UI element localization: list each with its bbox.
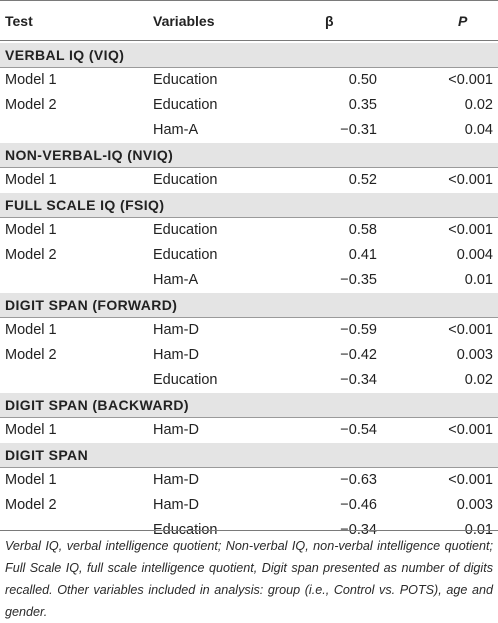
cell-beta: −0.42 xyxy=(340,347,377,363)
cell-beta: 0.50 xyxy=(348,72,377,88)
section-header-row xyxy=(0,443,498,468)
cell-p: 0.02 xyxy=(464,372,493,388)
cell-test: Model 2 xyxy=(5,97,57,113)
cell-beta: −0.34 xyxy=(340,372,377,388)
cell-beta: −0.35 xyxy=(340,272,377,288)
table-row xyxy=(0,318,498,343)
table-row xyxy=(0,468,498,493)
section-header-row xyxy=(0,393,498,418)
table-row xyxy=(0,168,498,193)
table-row xyxy=(0,493,498,518)
cell-variable: Education xyxy=(153,222,218,238)
cell-beta: −0.59 xyxy=(340,322,377,338)
section-label: DIGIT SPAN (FORWARD) xyxy=(5,297,178,313)
table-row xyxy=(0,68,498,93)
section-header-row xyxy=(0,43,498,68)
cell-beta: 0.41 xyxy=(348,247,377,263)
cell-p: <0.001 xyxy=(448,322,493,338)
cell-beta: 0.52 xyxy=(348,172,377,188)
cell-test: Model 1 xyxy=(5,222,57,238)
section-label: FULL SCALE IQ (FSIQ) xyxy=(5,197,165,213)
cell-p: <0.001 xyxy=(448,472,493,488)
cell-variable: Education xyxy=(153,172,218,188)
cell-variable: Ham-D xyxy=(153,422,199,438)
header-test: Test xyxy=(5,13,33,29)
cell-p: <0.001 xyxy=(448,72,493,88)
cell-test: Model 2 xyxy=(5,497,57,513)
cell-test: Model 2 xyxy=(5,247,57,263)
cell-beta: −0.54 xyxy=(340,422,377,438)
cell-variable: Education xyxy=(153,97,218,113)
cell-test: Model 1 xyxy=(5,422,57,438)
section-label: VERBAL IQ (VIQ) xyxy=(5,47,125,63)
cell-variable: Ham-D xyxy=(153,322,199,338)
table-header xyxy=(0,0,498,41)
table-row xyxy=(0,268,498,293)
cell-beta: −0.63 xyxy=(340,472,377,488)
section-header-row xyxy=(0,193,498,218)
cell-beta: 0.35 xyxy=(348,97,377,113)
cell-p: <0.001 xyxy=(448,222,493,238)
header-beta: β xyxy=(325,13,334,29)
cell-variable: Education xyxy=(153,72,218,88)
table-row xyxy=(0,243,498,268)
cell-variable: Ham-A xyxy=(153,272,199,288)
cell-beta: 0.58 xyxy=(348,222,377,238)
section-label: DIGIT SPAN (BACKWARD) xyxy=(5,397,189,413)
cell-test: Model 1 xyxy=(5,322,57,338)
table-bottom-rule xyxy=(0,530,498,531)
table-row xyxy=(0,343,498,368)
section-label: DIGIT SPAN xyxy=(5,447,89,463)
section-header-row xyxy=(0,293,498,318)
cell-p: 0.01 xyxy=(464,522,493,538)
table-row xyxy=(0,368,498,393)
cell-variable: Education xyxy=(153,372,218,388)
cell-p: 0.003 xyxy=(456,497,493,513)
table-row xyxy=(0,218,498,243)
cell-test: Model 2 xyxy=(5,347,57,363)
cell-p: <0.001 xyxy=(448,422,493,438)
cell-variable: Ham-D xyxy=(153,472,199,488)
cell-p: 0.02 xyxy=(464,97,493,113)
cell-p: 0.003 xyxy=(456,347,493,363)
cell-test: Model 1 xyxy=(5,72,57,88)
cell-variable: Education xyxy=(153,522,218,538)
table-footnote: Verbal IQ, verbal intelligence quotient; Non-verbal IQ, non-verbal intelligence quotient; Full Scale IQ, full scale intelligence quotient, Digit span presented as number of digits recalled. Other variables included in analysis: group (i.e., Control vs. POTS), age and gender. xyxy=(5,539,493,619)
table-row xyxy=(0,418,498,443)
section-header-row xyxy=(0,143,498,168)
cell-p: 0.004 xyxy=(456,247,493,263)
cell-p: <0.001 xyxy=(448,172,493,188)
cell-variable: Ham-A xyxy=(153,122,199,138)
section-label: NON-VERBAL-IQ (NVIQ) xyxy=(5,147,174,163)
cell-beta: −0.31 xyxy=(340,122,377,138)
cell-p: 0.04 xyxy=(464,122,493,138)
table-row xyxy=(0,118,498,143)
cell-test: Model 1 xyxy=(5,472,57,488)
table-row xyxy=(0,93,498,118)
cell-variable: Ham-D xyxy=(153,497,199,513)
cell-beta: −0.46 xyxy=(340,497,377,513)
header-variables: Variables xyxy=(153,13,215,29)
cell-variable: Ham-D xyxy=(153,347,199,363)
cell-beta: −0.34 xyxy=(340,522,377,538)
cell-p: 0.01 xyxy=(464,272,493,288)
cell-test: Model 1 xyxy=(5,172,57,188)
cell-variable: Education xyxy=(153,247,218,263)
header-p: P xyxy=(458,13,468,29)
